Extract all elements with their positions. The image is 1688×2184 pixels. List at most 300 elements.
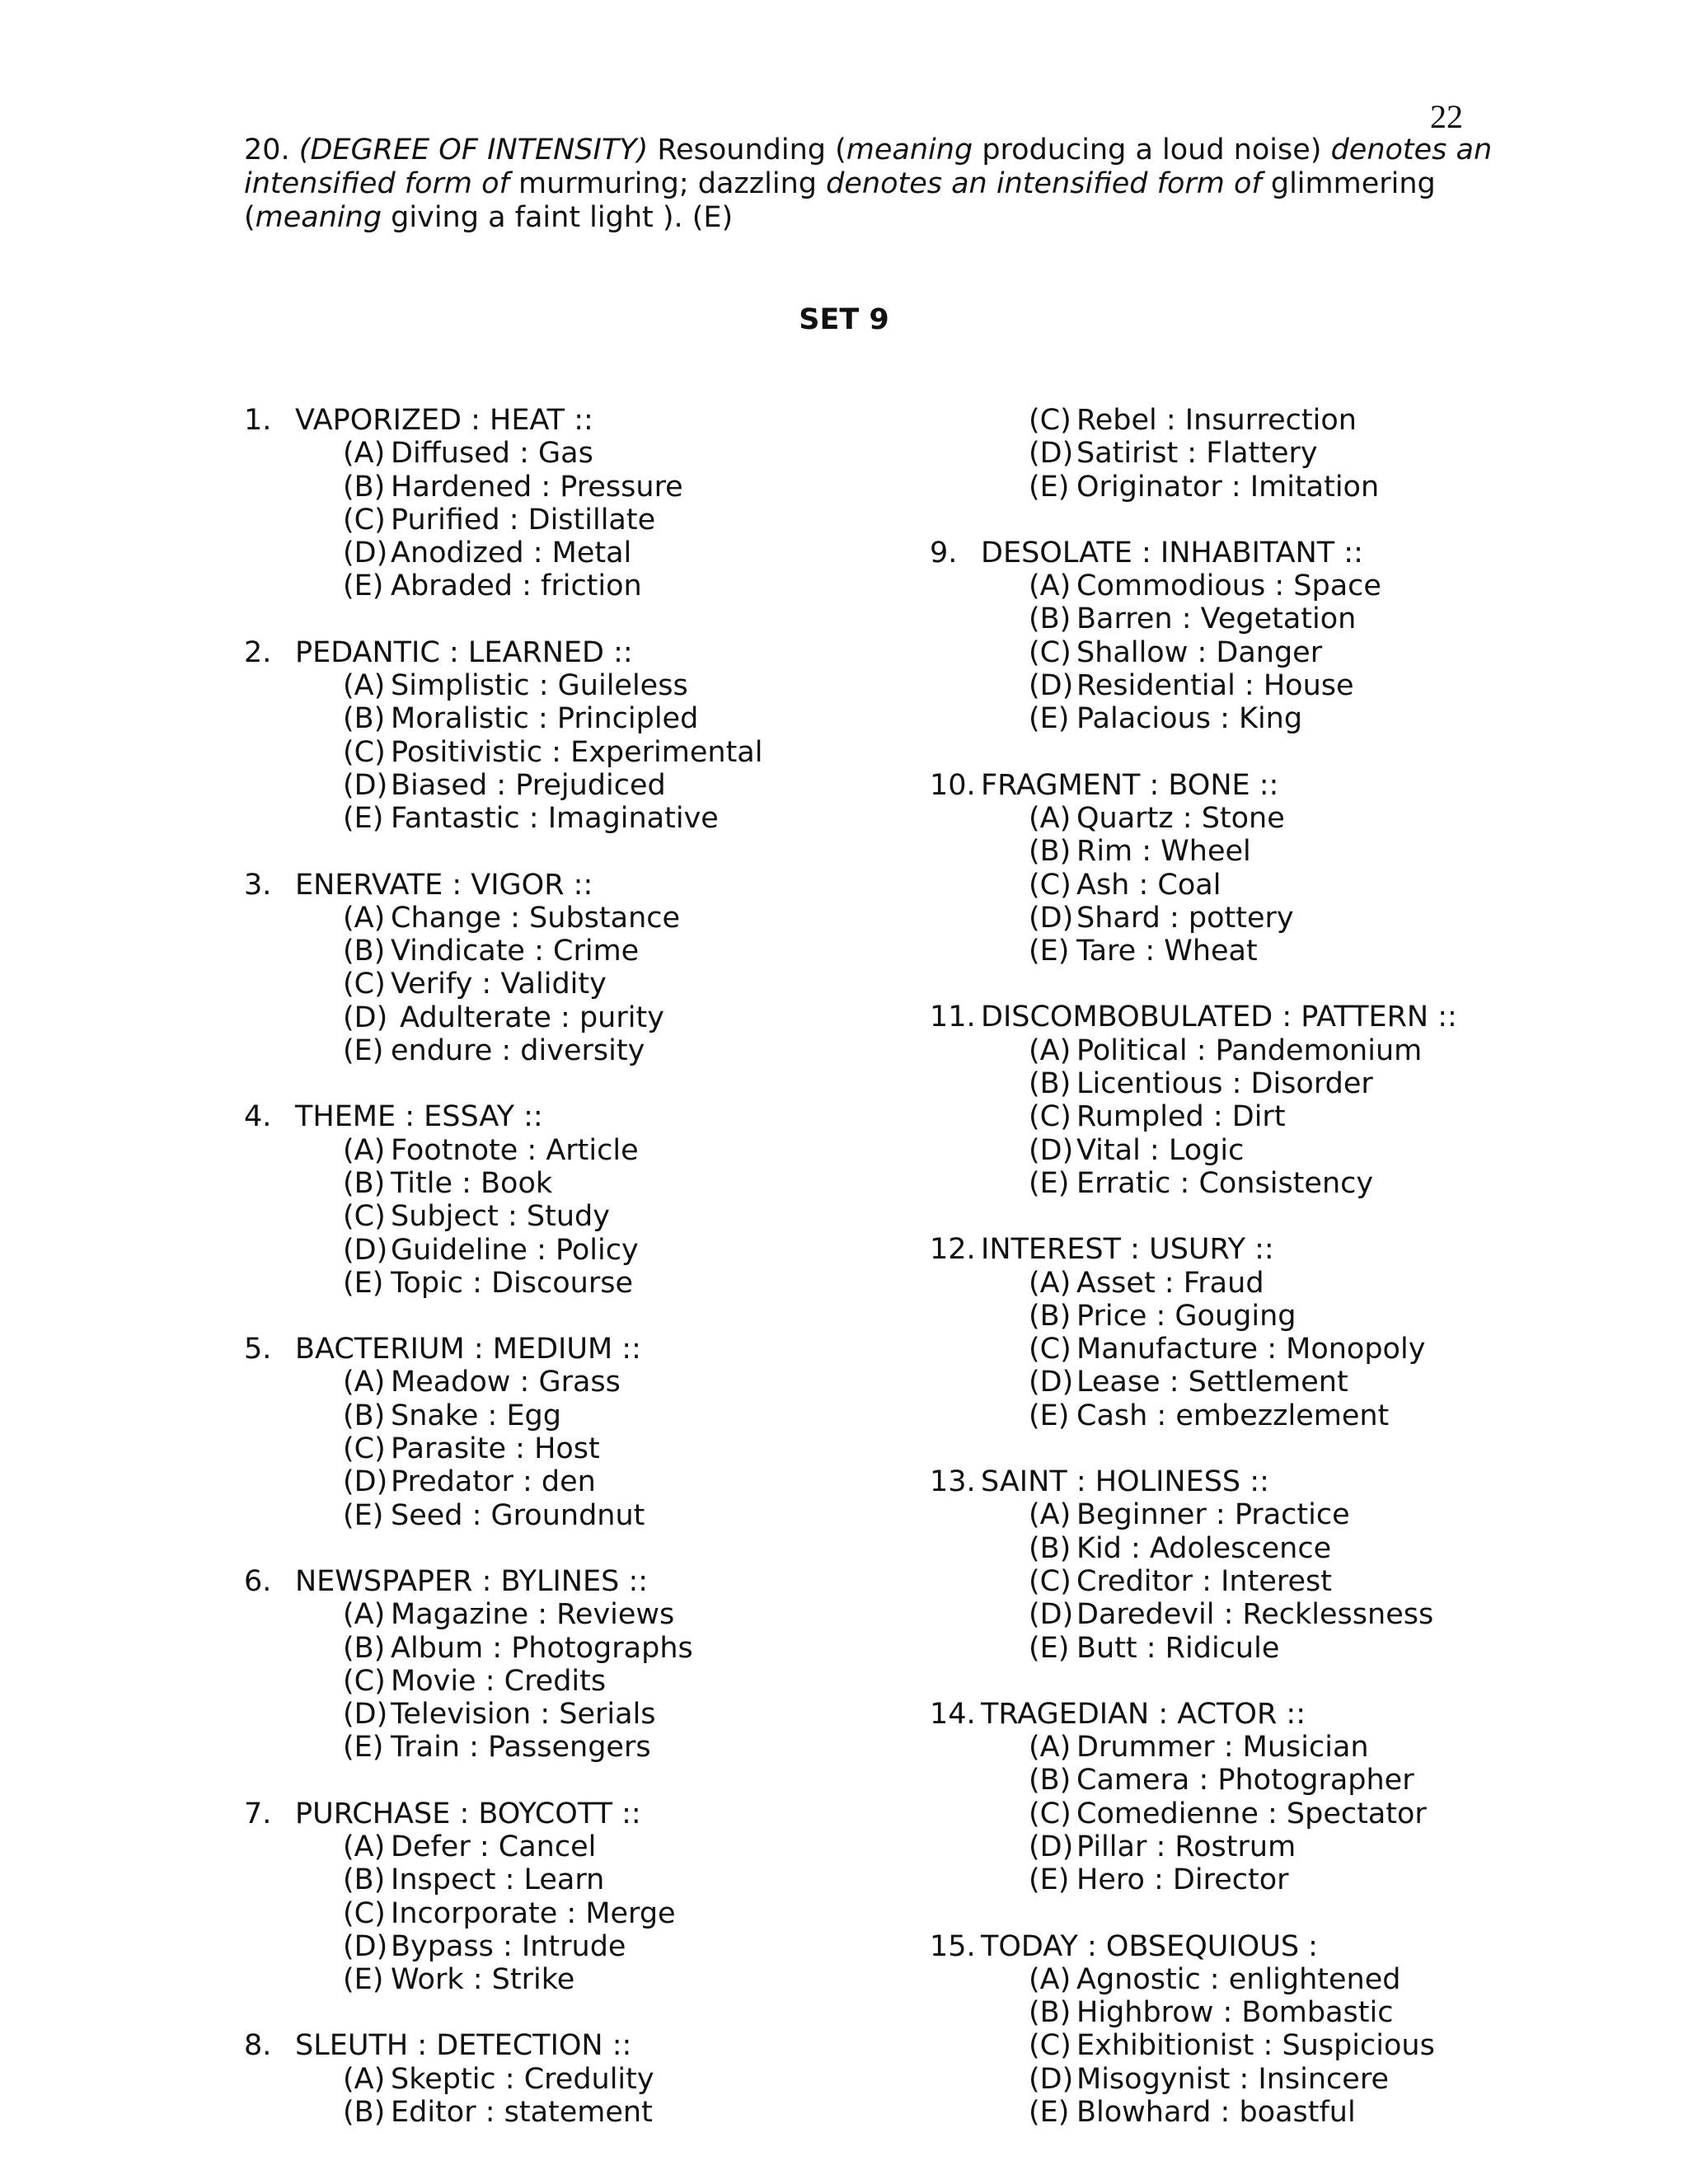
answer-option [343,1134,920,1167]
option-label: (E) [1029,1863,1070,1897]
answer-options [244,902,920,1067]
answer-option [1029,1731,1606,1764]
option-label: (E) [343,1498,384,1532]
question-stem [244,1565,920,1598]
option-text: Snake : Egg [391,1399,561,1432]
option-text: Barren : Vegetation [1076,602,1357,636]
question-stem [244,404,920,437]
question-stem [244,1797,920,1830]
answer-option [343,1731,920,1764]
answer-option [1029,702,1606,735]
question-stem-text: INTEREST : USURY :: [981,1233,1274,1267]
option-text: Residential : House [1076,669,1354,703]
option-label: (C) [343,1432,386,1466]
answer-option [343,1001,920,1034]
question-number: 11. [930,1001,976,1034]
answer-options [930,1498,1606,1664]
answer-option [1029,1532,1606,1565]
answer-option [343,1830,920,1863]
option-text: Political : Pandemonium [1076,1033,1423,1067]
option-label: (A) [1029,1266,1071,1300]
option-text: Tare : Wheat [1076,935,1258,968]
answer-options [244,669,920,835]
answer-option [1029,1366,1606,1399]
answer-option [1029,869,1606,902]
option-label: (D) [1029,669,1074,703]
option-label: (B) [343,470,386,504]
answer-option [343,1963,920,1996]
option-label: (D) [343,1698,388,1732]
option-label: (D) [1029,901,1074,935]
option-label: (B) [343,1399,386,1432]
question-number: 2. [244,635,272,669]
option-label: (E) [1029,1631,1070,1665]
option-text: Guideline : Policy [391,1233,639,1267]
option-label: (D) [1029,1598,1074,1632]
answer-options [930,802,1606,968]
option-label: (D) [1029,1830,1074,1863]
answer-option [343,1267,920,1300]
answer-option [343,902,920,935]
explanation-text: 20. [244,134,299,166]
question-item [930,1001,1606,1200]
answer-option [343,1897,920,1930]
option-label: (A) [1029,801,1071,835]
option-text: Change : Substance [391,901,681,935]
question-stem [244,869,920,902]
option-text: Defer : Cancel [391,1830,597,1863]
option-text: Pillar : Rostrum [1076,1830,1296,1863]
option-label: (C) [1029,1100,1071,1134]
option-label: (C) [1029,868,1071,902]
option-text: Rebel : Insurrection [1076,404,1357,437]
option-text: Cash : embezzlement [1076,1399,1390,1432]
question-item [244,636,920,836]
option-label: (A) [343,2062,386,2096]
explanation-paragraph [244,134,1530,235]
option-text: Purified : Distillate [391,503,656,537]
option-text: Shard : pottery [1076,901,1294,935]
answer-explanation [244,134,1530,235]
option-text: Skeptic : Credulity [391,2062,654,2096]
answer-options [930,1963,1606,2129]
answer-option [1029,935,1606,968]
answer-option [343,1665,920,1698]
option-text: Comedienne : Spectator [1076,1797,1427,1830]
option-text: endure : diversity [391,1034,645,1068]
explanation-text: Resounding ( [648,134,846,166]
option-text: Ash : Coal [1076,868,1221,902]
question-stem [930,537,1606,569]
option-text: Satirist : Flattery [1076,437,1318,471]
question-stem [930,1930,1606,1963]
option-label: (E) [1029,470,1070,504]
answer-option [1029,1764,1606,1797]
option-text: Inspect : Learn [391,1863,605,1897]
answer-option [1029,404,1606,437]
question-stem-text: SLEUTH : DETECTION :: [295,2029,632,2063]
answer-option [1029,1100,1606,1133]
option-text: Simplistic : Guileless [391,669,688,703]
explanation-italic-text: denotes an intensified form of [826,167,1262,200]
option-label: (B) [343,935,386,968]
option-text: Palacious : King [1076,702,1303,736]
option-text: Exhibitionist : Suspicious [1076,2029,1435,2063]
answer-option [343,1034,920,1067]
option-label: (B) [343,1631,386,1665]
answer-option [343,1698,920,1731]
option-text: Positivistic : Experimental [391,735,763,769]
page-number: 22 [1430,98,1463,135]
option-label: (A) [1029,1731,1071,1765]
option-label: (C) [343,1664,386,1698]
answer-options [244,437,920,602]
option-text: Predator : den [391,1465,596,1499]
question-stem [244,636,920,669]
answer-option [1029,1300,1606,1333]
option-label: (C) [1029,404,1071,437]
answer-option [1029,2063,1606,2096]
option-label: (D) [1029,437,1074,471]
answer-option [343,1632,920,1665]
question-number: 1. [244,404,272,437]
answer-option [1029,1963,1606,1996]
question-number: 6. [244,1564,272,1598]
option-label: (E) [343,802,384,836]
answer-option [1029,1565,1606,1598]
option-label: (C) [1029,1797,1071,1830]
answer-options [244,1598,920,1764]
answer-option [1029,471,1606,504]
option-text: Hero : Director [1076,1863,1289,1897]
answer-option [1029,2096,1606,2129]
set-title: SET 9 [799,303,889,336]
option-label: (A) [343,1366,386,1399]
question-item [244,1333,920,1532]
question-continuation [930,404,1606,504]
answer-option [343,1465,920,1498]
explanation-text: producing a loud noise) [973,134,1331,166]
answer-option [343,1399,920,1432]
option-label: (C) [1029,1333,1071,1366]
question-item [930,1698,1606,1897]
option-text: Verify : Validity [391,968,607,1001]
answer-option [343,802,920,835]
option-text: Title : Book [391,1166,553,1200]
option-text: Work : Strike [391,1963,575,1997]
explanation-text: glimmering ( [244,167,1436,234]
question-stem-text: PEDANTIC : LEARNED :: [295,635,633,669]
answer-options [244,1366,920,1531]
question-number: 14. [930,1697,976,1731]
left-question-column [244,404,920,2162]
answer-options [244,1134,920,1300]
answer-option [1029,1134,1606,1167]
right-question-column [930,404,1606,2162]
answer-option [343,669,920,702]
option-text: Commodious : Space [1076,569,1381,603]
question-stem [244,1333,920,1366]
answer-options [244,2063,920,2130]
answer-options [244,1830,920,1996]
question-stem-text: SAINT : HOLINESS :: [981,1465,1269,1499]
option-text: Agnostic : enlightened [1076,1962,1401,1996]
answer-option [1029,802,1606,835]
option-label: (B) [343,1166,386,1200]
explanation-italic-text: (DEGREE OF INTENSITY) [298,134,649,166]
answer-option [1029,669,1606,702]
question-stem [930,1001,1606,1033]
answer-options [930,1731,1606,1896]
answer-option [1029,636,1606,669]
option-label: (C) [1029,635,1071,669]
answer-option [343,504,920,537]
answer-option [343,1366,920,1399]
option-text: Seed : Groundnut [391,1498,645,1532]
option-text: Licentious : Disorder [1076,1067,1373,1101]
option-label: (D) [1029,2062,1074,2096]
question-number: 9. [930,536,958,569]
question-stem-text: DESOLATE : INHABITANT :: [981,536,1363,569]
option-label: (D) [343,768,388,802]
option-label: (A) [1029,569,1071,603]
option-text: Anodized : Metal [391,537,632,570]
option-label: (D) [343,1929,388,1963]
question-stem [244,2029,920,2062]
explanation-text: murmuring; dazzling [509,167,827,200]
answer-option [1029,1167,1606,1200]
option-label: (B) [1029,1067,1071,1101]
answer-option [343,968,920,1001]
option-text: Price : Gouging [1076,1299,1296,1333]
option-label: (E) [1029,702,1070,736]
option-text: Adulterate : purity [391,1001,664,1034]
question-number: 3. [244,868,272,902]
option-text: Moralistic : Principled [391,702,699,736]
option-text: Blowhard : boastful [1076,2096,1356,2130]
option-text: Hardened : Pressure [391,470,683,504]
answer-option [343,1432,920,1465]
option-text: Vital : Logic [1076,1133,1245,1167]
option-text: Train : Passengers [391,1731,651,1765]
option-text: Originator : Imitation [1076,470,1380,504]
option-label: (A) [1029,1962,1071,1996]
option-text: Quartz : Stone [1076,801,1285,835]
question-stem [930,769,1606,802]
option-text: Vindicate : Crime [391,935,640,968]
option-label: (A) [343,1830,386,1863]
answer-option [343,1200,920,1233]
option-text: Editor : statement [391,2096,653,2130]
explanation-text: giving a faint light ). (E) [382,201,734,234]
option-label: (C) [343,735,386,769]
option-label: (A) [343,1133,386,1167]
answer-option [1029,1067,1606,1100]
option-text: Abraded : friction [391,569,642,603]
option-label: (A) [343,1598,386,1632]
answer-option [1029,1830,1606,1863]
option-text: Meadow : Grass [391,1366,621,1399]
option-label: (C) [343,1200,386,1234]
answer-option [343,471,920,504]
option-label: (E) [343,1266,384,1300]
option-text: Movie : Credits [391,1664,607,1698]
option-text: Rumpled : Dirt [1076,1100,1286,1134]
option-label: (A) [1029,1033,1071,1067]
option-text: Camera : Photographer [1076,1764,1414,1797]
option-label: (A) [343,669,386,703]
question-stem [930,1233,1606,1266]
question-stem-text: VAPORIZED : HEAT :: [295,404,593,437]
question-stem [244,1100,920,1133]
answer-option [1029,835,1606,868]
answer-option [343,537,920,569]
answer-option [1029,1632,1606,1665]
option-text: Shallow : Danger [1076,635,1323,669]
answer-options [930,569,1606,735]
option-label: (D) [343,1001,388,1034]
question-stem-text: PURCHASE : BOYCOTT :: [295,1797,641,1830]
option-text: Asset : Fraud [1076,1266,1264,1300]
option-label: (C) [343,968,386,1001]
question-number: 5. [244,1333,272,1366]
answer-option [1029,1863,1606,1896]
option-text: Daredevil : Recklessness [1076,1598,1434,1632]
option-label: (A) [343,437,386,471]
option-text: Manufacture : Monopoly [1076,1333,1426,1366]
option-label: (A) [343,901,386,935]
option-label: (E) [1029,1399,1070,1432]
question-stem [930,1698,1606,1731]
answer-option [1029,1399,1606,1432]
answer-option [343,736,920,769]
explanation-italic-text: denotes an intensified form of [244,134,1493,200]
option-label: (A) [1029,1498,1071,1532]
question-stem-text: BACTERIUM : MEDIUM :: [295,1333,641,1366]
answer-option [343,1167,920,1200]
question-stem-text: NEWSPAPER : BYLINES :: [295,1564,649,1598]
option-label: (D) [343,1233,388,1267]
question-item [244,869,920,1068]
answer-option [1029,1498,1606,1531]
option-text: Kid : Adolescence [1076,1531,1332,1565]
option-text: Creditor : Interest [1076,1564,1332,1598]
answer-option [1029,2029,1606,2062]
question-number: 15. [930,1929,976,1963]
question-stem-text: THEME : ESSAY :: [295,1100,543,1134]
question-item [244,1797,920,1997]
option-label: (E) [343,569,384,603]
answer-option [343,569,920,602]
option-text: Erratic : Consistency [1076,1166,1374,1200]
question-item [930,1233,1606,1432]
question-item [244,2029,920,2129]
answer-option [343,769,920,802]
option-text: Television : Serials [391,1698,656,1732]
option-text: Biased : Prejudiced [391,768,666,802]
answer-options [930,1034,1606,1200]
option-text: Rim : Wheel [1076,835,1251,869]
question-stem [930,1465,1606,1498]
option-text: Parasite : Host [391,1432,600,1466]
question-stem-text: TRAGEDIAN : ACTOR :: [981,1697,1306,1731]
question-number: 8. [244,2029,272,2063]
option-text: Highbrow : Bombastic [1076,1996,1394,2030]
explanation-italic-text: meaning [846,134,973,166]
option-text: Butt : Ridicule [1076,1631,1280,1665]
option-label: (B) [1029,1996,1071,2030]
option-label: (E) [1029,1166,1070,1200]
option-text: Beginner : Practice [1076,1498,1350,1532]
option-label: (D) [343,537,388,570]
option-label: (D) [1029,1366,1074,1399]
question-item [930,537,1606,736]
option-label: (E) [343,1034,384,1068]
option-text: Misogynist : Insincere [1076,2062,1389,2096]
question-stem-text: ENERVATE : VIGOR :: [295,868,593,902]
answer-option [343,2096,920,2129]
answer-option [1029,1996,1606,2029]
option-label: (B) [1029,1531,1071,1565]
answer-option [343,1234,920,1267]
option-label: (C) [1029,1564,1071,1598]
answer-option [343,2063,920,2096]
option-label: (B) [1029,835,1071,869]
option-label: (D) [1029,1133,1074,1167]
explanation-italic-text: meaning [255,201,382,234]
question-number: 7. [244,1797,272,1830]
answer-option [1029,569,1606,602]
answer-option [343,1930,920,1963]
answer-option [343,1863,920,1896]
option-label: (B) [343,1863,386,1897]
answer-option [1029,1598,1606,1631]
question-item [930,1465,1606,1665]
option-text: Incorporate : Merge [391,1896,676,1930]
option-label: (E) [343,1963,384,1997]
question-number: 12. [930,1233,976,1267]
question-item [244,1100,920,1300]
option-text: Footnote : Article [391,1133,639,1167]
question-number: 13. [930,1465,976,1499]
answer-option [1029,1034,1606,1067]
option-label: (B) [1029,1764,1071,1797]
answer-options [930,404,1606,504]
answer-options [930,1267,1606,1432]
answer-option [1029,1333,1606,1366]
option-label: (E) [1029,2096,1070,2130]
answer-option [343,1499,920,1532]
option-label: (C) [343,1896,386,1930]
option-label: (E) [343,1731,384,1765]
answer-option [343,702,920,735]
question-stem-text: DISCOMBOBULATED : PATTERN :: [981,1001,1457,1034]
answer-option [1029,1797,1606,1830]
answer-option [1029,602,1606,635]
option-label: (C) [343,503,386,537]
answer-option [1029,902,1606,935]
option-text: Bypass : Intrude [391,1929,626,1963]
question-number: 10. [930,768,976,802]
option-text: Drummer : Musician [1076,1731,1369,1765]
option-label: (B) [343,2096,386,2130]
question-stem-text: TODAY : OBSEQUIOUS : [981,1929,1318,1963]
answer-option [343,935,920,968]
answer-option [1029,1267,1606,1300]
answer-option [1029,437,1606,470]
question-item [244,404,920,603]
option-text: Album : Photographs [391,1631,693,1665]
